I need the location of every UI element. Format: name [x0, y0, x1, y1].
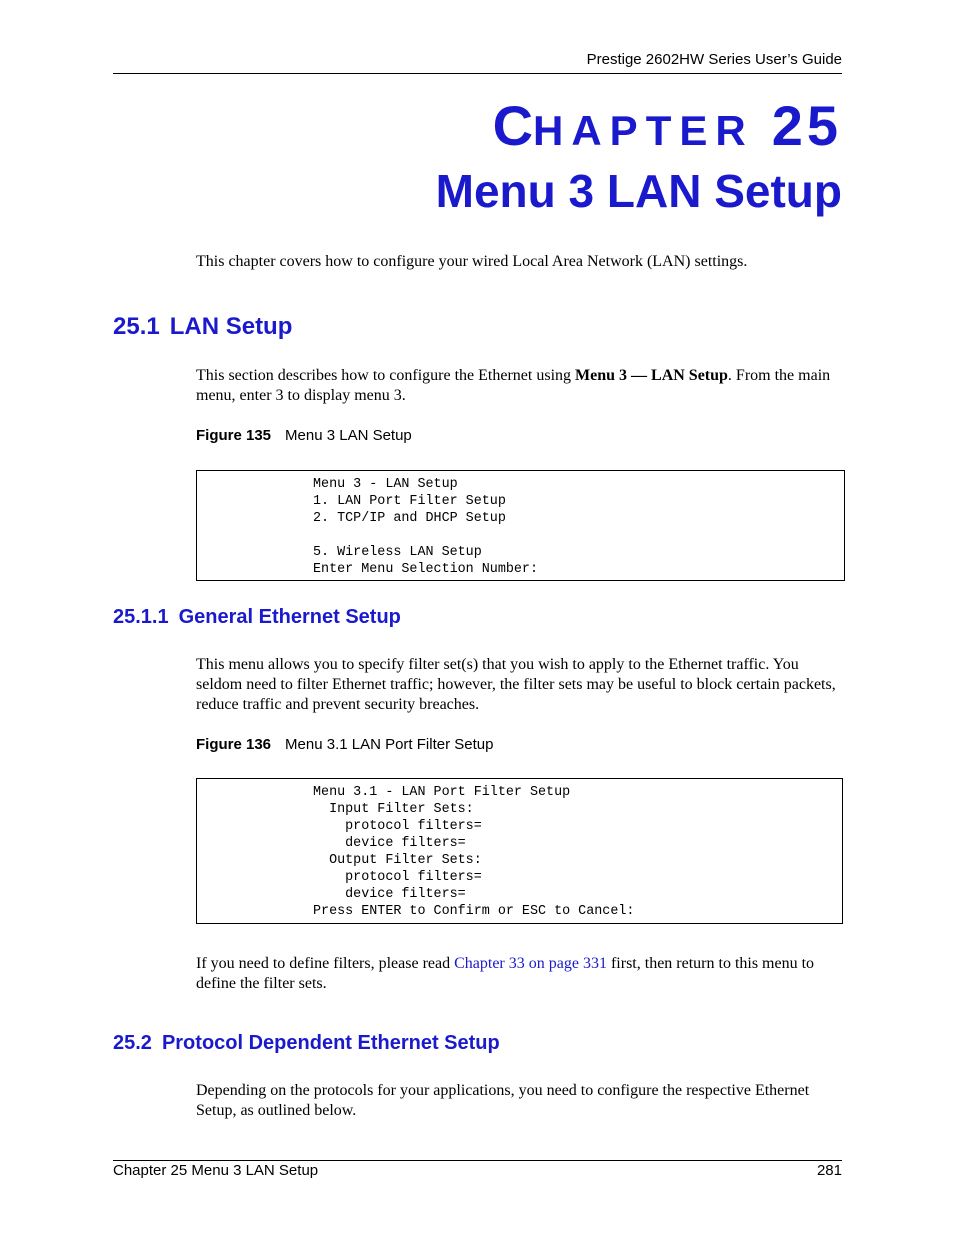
code-line: Menu 3.1 - LAN Port Filter Setup: [313, 785, 571, 800]
section-number: 25.2: [113, 1032, 152, 1054]
para-text-end: first, then return to this menu to define the filter sets.: [196, 955, 815, 992]
section-number: 25.1: [113, 313, 160, 340]
code-line: device filters=: [313, 887, 466, 902]
para-text-end: . From the main menu, enter 3 to display menu 3.: [196, 367, 831, 404]
menu-3-1-screen: [196, 778, 843, 924]
chapter-number: 25: [771, 94, 842, 157]
code-line: protocol filters=: [313, 819, 482, 834]
code-line: 1. LAN Port Filter Setup: [313, 494, 506, 509]
chapter-label-rest: HAPTER: [533, 107, 754, 154]
section-heading-25-1-1: [113, 606, 401, 629]
chapter-title: Menu 3 LAN Setup: [435, 165, 842, 217]
footer-chapter-title: Chapter 25 Menu 3 LAN Setup: [113, 1162, 319, 1179]
figure-label: Figure 135: [196, 427, 272, 444]
define-filters-paragraph: [196, 954, 846, 994]
section-heading-25-2: [113, 1032, 500, 1055]
menu-3-1-lines: [313, 784, 634, 920]
section-title: General Ethernet Setup: [178, 606, 401, 628]
running-header: Prestige 2602HW Series User’s Guide: [586, 51, 842, 68]
code-line: protocol filters=: [313, 870, 482, 885]
section-title: Protocol Dependent Ethernet Setup: [161, 1032, 500, 1054]
section-title: LAN Setup: [169, 313, 293, 340]
chapter-label-initial: C: [492, 94, 534, 157]
figure-label: Figure 136: [196, 736, 272, 753]
figure-title: Menu 3 LAN Setup: [285, 427, 412, 444]
code-line: 5. Wireless LAN Setup: [313, 545, 482, 560]
footer-rule: [113, 1160, 842, 1161]
lan-setup-paragraph: [196, 366, 846, 406]
para-text: If you need to define filters, please read: [196, 955, 455, 972]
menu-3-lines: [313, 476, 538, 578]
section-number: 25.1.1: [113, 606, 169, 628]
code-line: 2. TCP/IP and DHCP Setup: [313, 511, 506, 526]
code-line: Output Filter Sets:: [313, 853, 482, 868]
header-rule: [113, 73, 842, 74]
code-line: Menu 3 - LAN Setup: [313, 477, 458, 492]
code-line: Input Filter Sets:: [313, 802, 474, 817]
code-line: Press ENTER to Confirm or ESC to Cancel:: [313, 904, 635, 919]
code-line: Enter Menu Selection Number:: [313, 562, 538, 577]
figure-caption-135: [196, 427, 412, 444]
chapter-label: [492, 94, 842, 157]
chapter-33-link[interactable]: Chapter 33 on page 331: [454, 955, 607, 972]
general-ethernet-paragraph: This menu allows you to specify filter set(s) that you wish to apply to the Ethernet traffic. You seldom need to filter Ethernet traffic; however, the filter sets may be useful to block certain packets, reduce traffic and prevent security breaches.: [196, 656, 836, 713]
code-line: [313, 527, 538, 544]
protocol-dependent-paragraph: Depending on the protocols for your applications, you need to configure the respective Ethernet Setup, as outlined below.: [196, 1082, 810, 1119]
figure-title: Menu 3.1 LAN Port Filter Setup: [285, 736, 494, 753]
menu-3-screen: [196, 470, 845, 581]
code-line: device filters=: [313, 836, 466, 851]
intro-paragraph: This chapter covers how to configure your wired Local Area Network (LAN) settings.: [196, 253, 748, 270]
para-bold-menu: Menu 3 — LAN Setup: [575, 367, 728, 384]
figure-caption-136: [196, 736, 493, 753]
section-heading-25-1: [113, 313, 292, 341]
footer-page-number: 281: [816, 1162, 842, 1179]
para-text: This section describes how to configure the Ethernet using: [196, 367, 576, 384]
